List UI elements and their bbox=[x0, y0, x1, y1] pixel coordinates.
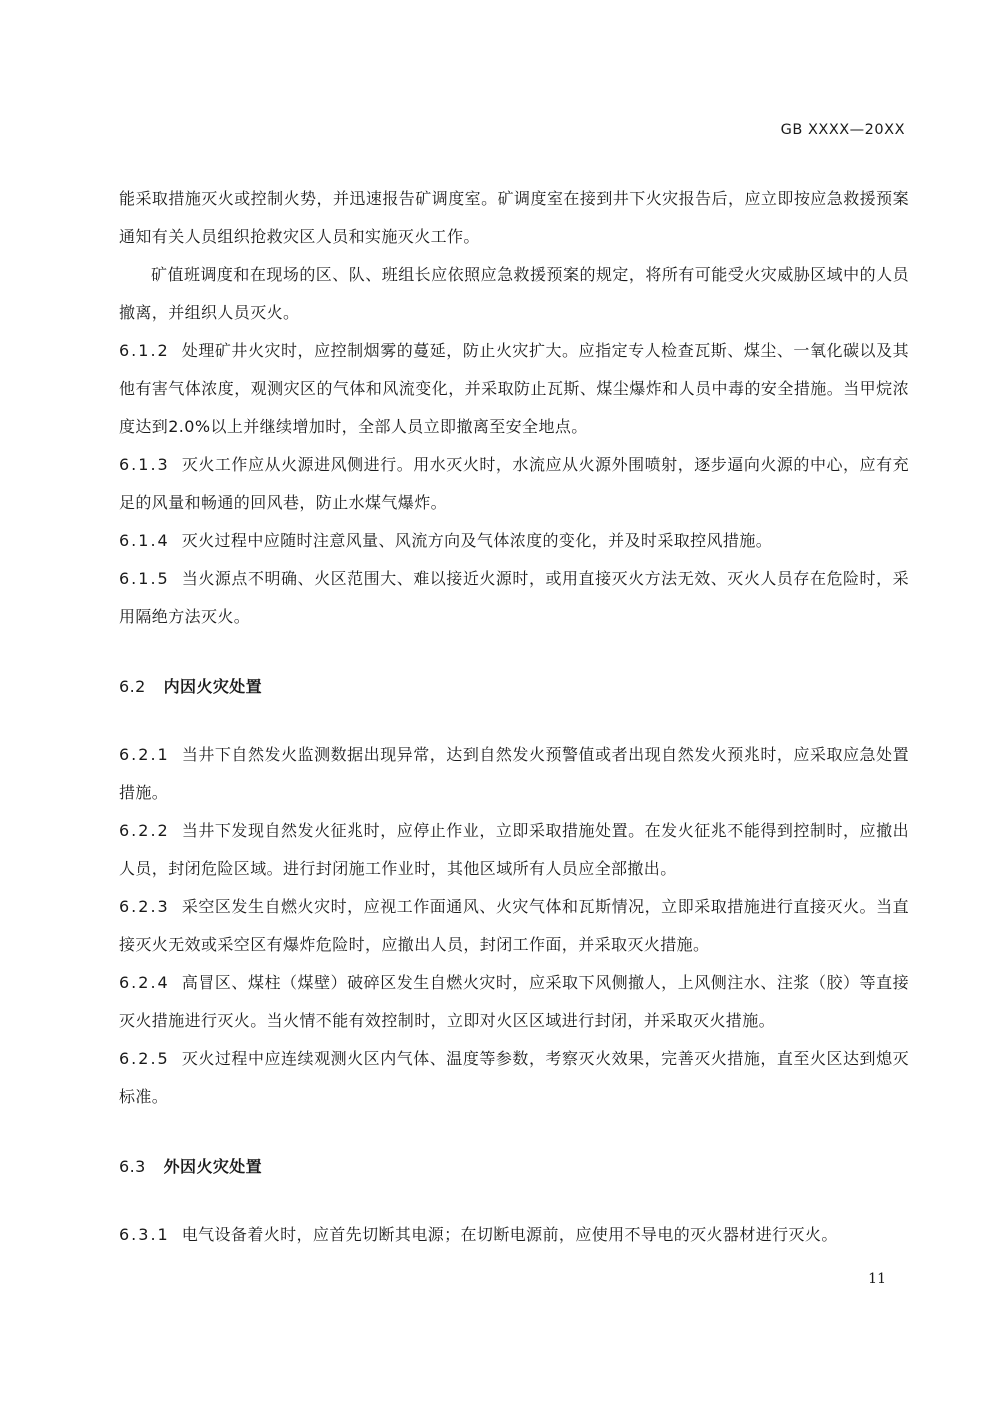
clause-text: 当火源点不明确、火区范围大、难以接近火源时，或用直接灭火方法无效、灭火人员存在危险时，采用隔绝方法灭火。 bbox=[119, 569, 909, 626]
heading-title: 内因火灾处置 bbox=[163, 677, 263, 696]
clause-6-2-5 bbox=[119, 1040, 909, 1116]
clause-text: 处理矿井火灾时，应控制烟雾的蔓延，防止火灾扩大。应指定专人检查瓦斯、煤尘、一氧化碳以及其他有害气体浓度，观测灾区的气体和风流变化，并采取防止瓦斯、煤尘爆炸和人员中毒的安全措施。当甲烷浓度达到2.0%以上并继续增加时，全部人员立即撤离至安全地点。 bbox=[119, 341, 909, 436]
clause-number: 6.2.5 bbox=[119, 1049, 170, 1068]
clause-number: 6.1.4 bbox=[119, 531, 170, 550]
clause-6-3-1 bbox=[119, 1216, 909, 1254]
clause-number: 6.1.5 bbox=[119, 569, 170, 588]
clause-number: 6.1.2 bbox=[119, 341, 170, 360]
clause-6-1-3 bbox=[119, 446, 909, 522]
paragraph-duty-officer: 矿值班调度和在现场的区、队、班组长应依照应急救援预案的规定，将所有可能受火灾威胁区域中的人员撤离，并组织人员灭火。 bbox=[119, 265, 909, 322]
clause-number: 6.2.3 bbox=[119, 897, 170, 916]
clause-6-2-3 bbox=[119, 888, 909, 964]
clause-6-1-2 bbox=[119, 332, 909, 446]
clause-text: 灭火工作应从火源进风侧进行。用水灭火时，水流应从火源外围喷射，逐步逼向火源的中心，应有充足的风量和畅通的回风巷，防止水煤气爆炸。 bbox=[119, 455, 909, 512]
clause-6-2-2 bbox=[119, 812, 909, 888]
clause-number: 6.2.2 bbox=[119, 821, 170, 840]
clause-number: 6.1.3 bbox=[119, 455, 170, 474]
page-number: 11 bbox=[868, 1271, 886, 1287]
document-code: GB XXXX—20XX bbox=[780, 122, 905, 138]
clause-text: 当井下发现自然发火征兆时，应停止作业，立即采取措施处置。在发火征兆不能得到控制时，应撤出人员，封闭危险区域。进行封闭施工作业时，其他区域所有人员应全部撤出。 bbox=[119, 821, 909, 878]
paragraph-continuation: 能采取措施灭火或控制火势，并迅速报告矿调度室。矿调度室在接到井下火灾报告后，应立即按应急救援预案通知有关人员组织抢救灾区人员和实施灭火工作。 bbox=[119, 189, 909, 246]
section-heading-6-3 bbox=[119, 1152, 909, 1182]
heading-title: 外因火灾处置 bbox=[163, 1157, 263, 1176]
clause-text: 灭火过程中应连续观测火区内气体、温度等参数，考察灭火效果，完善灭火措施，直至火区达到熄灭标准。 bbox=[119, 1049, 909, 1106]
clause-number: 6.2.4 bbox=[119, 973, 170, 992]
clause-text: 采空区发生自燃火灾时，应视工作面通风、火灾气体和瓦斯情况，立即采取措施进行直接灭火。当直接灭火无效或采空区有爆炸危险时，应撤出人员，封闭工作面，并采取灭火措施。 bbox=[119, 897, 909, 954]
clause-text: 当井下自然发火监测数据出现异常，达到自然发火预警值或者出现自然发火预兆时，应采取应急处置措施。 bbox=[119, 745, 909, 802]
clause-text: 灭火过程中应随时注意风量、风流方向及气体浓度的变化，并及时采取控风措施。 bbox=[181, 531, 773, 550]
clause-6-1-5 bbox=[119, 560, 909, 636]
heading-number: 6.3 bbox=[119, 1157, 146, 1176]
document-body bbox=[119, 180, 909, 1254]
clause-6-2-4 bbox=[119, 964, 909, 1040]
clause-number: 6.3.1 bbox=[119, 1225, 170, 1244]
clause-number: 6.2.1 bbox=[119, 745, 170, 764]
clause-text: 电气设备着火时，应首先切断其电源；在切断电源前，应使用不导电的灭火器材进行灭火。 bbox=[181, 1225, 838, 1244]
section-heading-6-2 bbox=[119, 672, 909, 702]
clause-text: 高冒区、煤柱（煤壁）破碎区发生自燃火灾时，应采取下风侧撤人，上风侧注水、注浆（胶）等直接灭火措施进行灭火。当火情不能有效控制时，立即对火区区域进行封闭，并采取灭火措施。 bbox=[119, 973, 909, 1030]
heading-number: 6.2 bbox=[119, 677, 146, 696]
clause-6-1-4 bbox=[119, 522, 909, 560]
clause-6-2-1 bbox=[119, 736, 909, 812]
